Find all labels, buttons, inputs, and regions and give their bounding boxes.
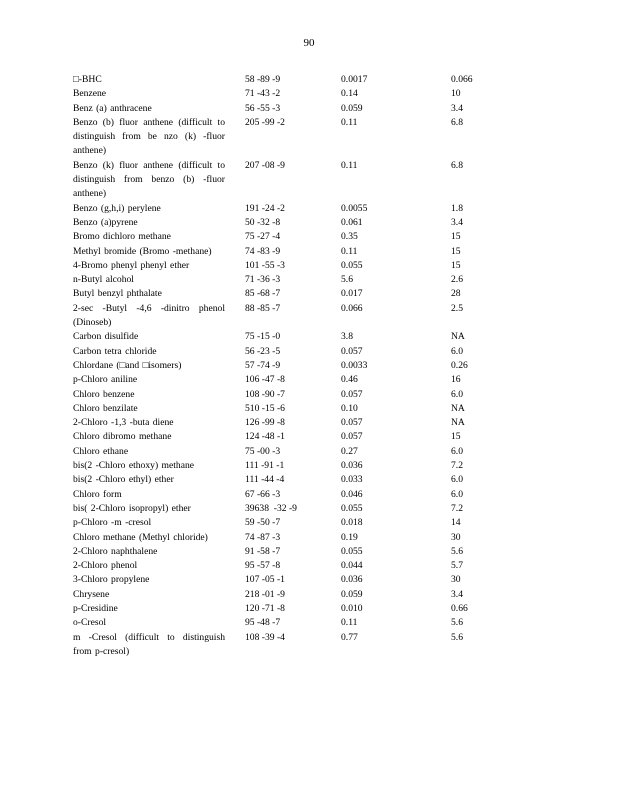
value-1-cell: 5.6 (341, 274, 353, 286)
compound-name-cell: 2-Chloro phenol (73, 560, 138, 572)
compound-name-cell: Chloro benzene (73, 388, 135, 400)
value-2-cell: 5.6 (451, 631, 463, 643)
value-1-cell: 0.066 (341, 302, 363, 314)
value-1-cell: 0.27 (341, 445, 358, 457)
value-2-cell: 0.26 (451, 359, 468, 371)
value-2-cell: 0.66 (451, 602, 468, 614)
compound-name-cell: bis(2 -Chloro ethoxy) methane (73, 460, 195, 472)
cas-number-cell: 111 -44 -4 (245, 474, 285, 486)
cas-number-cell: 108 -90 -7 (245, 388, 285, 400)
value-2-cell: NA (451, 331, 465, 343)
compound-name-cell: 2-sec -Butyl -4,6 -dinitro phenol (Dinoseb) (73, 302, 225, 329)
value-1-cell: 0.010 (341, 602, 363, 614)
value-2-cell: 5.7 (451, 560, 463, 572)
table-row (73, 273, 553, 287)
value-2-cell: 6.0 (451, 488, 463, 500)
value-1-cell: 0.057 (341, 431, 363, 443)
cas-number-cell: 56 -23 -5 (245, 345, 281, 357)
cas-number-cell: 111 -91 -1 (245, 460, 285, 472)
compound-name-cell: Chrysene (73, 588, 110, 600)
compound-name-cell: Bromo dichloro methane (73, 231, 171, 243)
compound-name-cell: 2-Chloro -1,3 -buta diene (73, 417, 174, 429)
compound-name-cell: Carbon disulfide (73, 331, 139, 343)
value-1-cell: 0.036 (341, 574, 363, 586)
value-2-cell: 15 (451, 231, 461, 243)
cas-number-cell: 126 -99 -8 (245, 417, 285, 429)
table-row (73, 159, 553, 202)
value-2-cell: 16 (451, 374, 461, 386)
value-2-cell: 15 (451, 245, 461, 257)
value-2-cell: 6.0 (451, 388, 463, 400)
table-row (73, 445, 553, 459)
cas-number-cell: 95 -48 -7 (245, 617, 281, 629)
cas-number-cell: 75 -27 -4 (245, 231, 281, 243)
value-2-cell: 5.6 (451, 617, 463, 629)
table-row (73, 631, 553, 660)
value-2-cell: 28 (451, 288, 461, 300)
value-2-cell: 6.0 (451, 474, 463, 486)
compound-name-cell: Chloro benzilate (73, 402, 138, 414)
value-1-cell: 0.19 (341, 531, 358, 543)
compound-name-cell: Benzene (73, 88, 107, 100)
cas-number-cell: 74 -83 -9 (245, 245, 281, 257)
cas-number-cell: 57 -74 -9 (245, 359, 281, 371)
table-row (73, 545, 553, 559)
value-1-cell: 0.033 (341, 474, 363, 486)
table-row (73, 573, 553, 587)
value-2-cell: 3.4 (451, 216, 463, 228)
compound-name-cell: Benzo (k) fluor anthene (difficult to distinguish from benzo (b) -fluor anthene) (73, 159, 225, 200)
table-row (73, 216, 553, 230)
table-row (73, 330, 553, 344)
value-1-cell: 0.0017 (341, 74, 368, 85)
cas-number-cell: 71 -36 -3 (245, 274, 281, 286)
compound-name-cell: bis( 2-Chloro isopropyl) ether (73, 502, 191, 514)
compound-name-cell: p-Chloro -m -cresol (73, 517, 152, 529)
value-1-cell: 0.10 (341, 402, 358, 414)
cas-number-cell: 75 -15 -0 (245, 331, 281, 343)
table-row (73, 87, 553, 101)
chemical-table (73, 73, 553, 659)
table-row (73, 602, 553, 616)
compound-name-cell: o-Cresol (73, 617, 107, 629)
value-1-cell: 0.036 (341, 460, 363, 472)
compound-name-cell: Benzo (a)pyrene (73, 216, 138, 228)
compound-name-cell: 2-Chloro naphthalene (73, 545, 158, 557)
cas-number-cell: 58 -89 -9 (245, 74, 281, 85)
value-2-cell: 10 (451, 88, 461, 100)
value-2-cell: 2.6 (451, 274, 463, 286)
value-2-cell: 5.6 (451, 545, 463, 557)
value-2-cell: 3.4 (451, 102, 463, 114)
table-row (73, 345, 553, 359)
compound-name-cell: m -Cresol (difficult to distinguish from p-cresol) (73, 631, 225, 657)
cas-number-cell: 124 -48 -1 (245, 431, 285, 443)
cas-number-cell: 50 -32 -8 (245, 216, 281, 228)
compound-name-cell: Benzo (g,h,i) perylene (73, 202, 161, 214)
value-1-cell: 0.0033 (341, 359, 368, 371)
cas-number-cell: 71 -43 -2 (245, 88, 281, 100)
cas-number-cell: 67 -66 -3 (245, 488, 281, 500)
value-1-cell: 0.017 (341, 288, 363, 300)
value-1-cell: 0.11 (341, 159, 358, 171)
value-2-cell: 7.2 (451, 460, 463, 472)
compound-name-cell: Chloro form (73, 488, 122, 500)
value-1-cell: 0.059 (341, 588, 363, 600)
value-2-cell: 6.0 (451, 445, 463, 457)
table-row (73, 287, 553, 301)
table-row (73, 488, 553, 502)
cas-number-cell: 510 -15 -6 (245, 402, 285, 414)
cas-number-cell: 101 -55 -3 (245, 259, 285, 271)
compound-name-cell: Chloro methane (Methyl chloride) (73, 531, 208, 543)
value-1-cell: 0.044 (341, 560, 363, 572)
table-row (73, 73, 553, 87)
compound-name-cell: □-BHC (73, 74, 102, 85)
cas-number-cell: 106 -47 -8 (245, 374, 285, 386)
table-row (73, 259, 553, 273)
value-1-cell: 0.0055 (341, 202, 368, 214)
value-2-cell: 0.066 (451, 74, 473, 85)
value-1-cell: 0.059 (341, 102, 363, 114)
compound-name-cell: Butyl benzyl phthalate (73, 288, 162, 300)
table-row (73, 373, 553, 387)
cas-number-cell: 56 -55 -3 (245, 102, 281, 114)
table-row (73, 588, 553, 602)
value-2-cell: 15 (451, 431, 461, 443)
table-row (73, 516, 553, 530)
table-row (73, 459, 553, 473)
value-1-cell: 0.018 (341, 517, 363, 529)
value-1-cell: 0.055 (341, 502, 363, 514)
table-row (73, 388, 553, 402)
table-row (73, 116, 553, 159)
cas-number-cell: 74 -87 -3 (245, 531, 281, 543)
table-row (73, 230, 553, 244)
cas-number-cell: 120 -71 -8 (245, 602, 285, 614)
value-2-cell: 6.8 (451, 116, 463, 128)
compound-name-cell: Carbon tetra chloride (73, 345, 157, 357)
value-1-cell: 0.46 (341, 374, 358, 386)
value-1-cell: 0.14 (341, 88, 358, 100)
value-2-cell: 30 (451, 574, 461, 586)
value-1-cell: 0.35 (341, 231, 358, 243)
value-1-cell: 0.057 (341, 345, 363, 357)
table-row (73, 416, 553, 430)
compound-name-cell: n-Butyl alcohol (73, 274, 134, 286)
value-1-cell: 0.057 (341, 417, 363, 429)
cas-number-cell: 75 -00 -3 (245, 445, 281, 457)
value-1-cell: 0.77 (341, 631, 358, 643)
cas-number-cell: 95 -57 -8 (245, 560, 281, 572)
table-row (73, 245, 553, 259)
table-row (73, 559, 553, 573)
compound-name-cell: Chloro ethane (73, 445, 129, 457)
value-2-cell: 2.5 (451, 302, 463, 314)
value-2-cell: 30 (451, 531, 461, 543)
value-2-cell: 7.2 (451, 502, 463, 514)
compound-name-cell: Benz (a) anthracene (73, 102, 152, 114)
compound-name-cell: p-Chloro aniline (73, 374, 138, 386)
value-1-cell: 0.055 (341, 545, 363, 557)
value-2-cell: 6.0 (451, 345, 463, 357)
cas-number-cell: 107 -05 -1 (245, 574, 285, 586)
compound-name-cell: Methyl bromide (Bromo -methane) (73, 245, 212, 257)
cas-number-cell: 205 -99 -2 (245, 116, 285, 128)
compound-name-cell: Chlordane (□and □isomers) (73, 359, 182, 371)
value-2-cell: NA (451, 402, 465, 414)
compound-name-cell: bis(2 -Chloro ethyl) ether (73, 474, 174, 486)
table-row (73, 616, 553, 630)
value-2-cell: 3.4 (451, 588, 463, 600)
value-2-cell: 6.8 (451, 159, 463, 171)
value-1-cell: 0.055 (341, 259, 363, 271)
value-1-cell: 0.057 (341, 388, 363, 400)
value-2-cell: 14 (451, 517, 461, 529)
compound-name-cell: p-Cresidine (73, 602, 118, 614)
value-1-cell: 0.11 (341, 116, 358, 128)
cas-number-cell: 85 -68 -7 (245, 288, 281, 300)
compound-name-cell: Chloro dibromo methane (73, 431, 172, 443)
compound-name-cell: 3-Chloro propylene (73, 574, 150, 586)
value-2-cell: 1.8 (451, 202, 463, 214)
cas-number-cell: 39638 -32 -9 (245, 502, 297, 514)
table-row (73, 302, 553, 331)
value-1-cell: 0.061 (341, 216, 363, 228)
value-1-cell: 0.11 (341, 245, 358, 257)
compound-name-cell: 4-Bromo phenyl phenyl ether (73, 259, 190, 271)
cas-number-cell: 59 -50 -7 (245, 517, 281, 529)
table-row (73, 473, 553, 487)
table-row (73, 531, 553, 545)
cas-number-cell: 88 -85 -7 (245, 302, 281, 314)
table-row (73, 359, 553, 373)
value-1-cell: 3.8 (341, 331, 353, 343)
cas-number-cell: 191 -24 -2 (245, 202, 285, 214)
table-row (73, 402, 553, 416)
table-row (73, 102, 553, 116)
cas-number-cell: 207 -08 -9 (245, 159, 285, 171)
value-1-cell: 0.046 (341, 488, 363, 500)
compound-name-cell: Benzo (b) fluor anthene (difficult to distinguish from be nzo (k) -fluor anthene) (73, 116, 225, 157)
page-number: 90 (303, 37, 315, 49)
cas-number-cell: 108 -39 -4 (245, 631, 285, 643)
table-row (73, 202, 553, 216)
table-row (73, 430, 553, 444)
cas-number-cell: 218 -01 -9 (245, 588, 285, 600)
value-2-cell: 15 (451, 259, 461, 271)
table-row (73, 502, 553, 516)
value-2-cell: NA (451, 417, 465, 429)
cas-number-cell: 91 -58 -7 (245, 545, 281, 557)
value-1-cell: 0.11 (341, 617, 358, 629)
